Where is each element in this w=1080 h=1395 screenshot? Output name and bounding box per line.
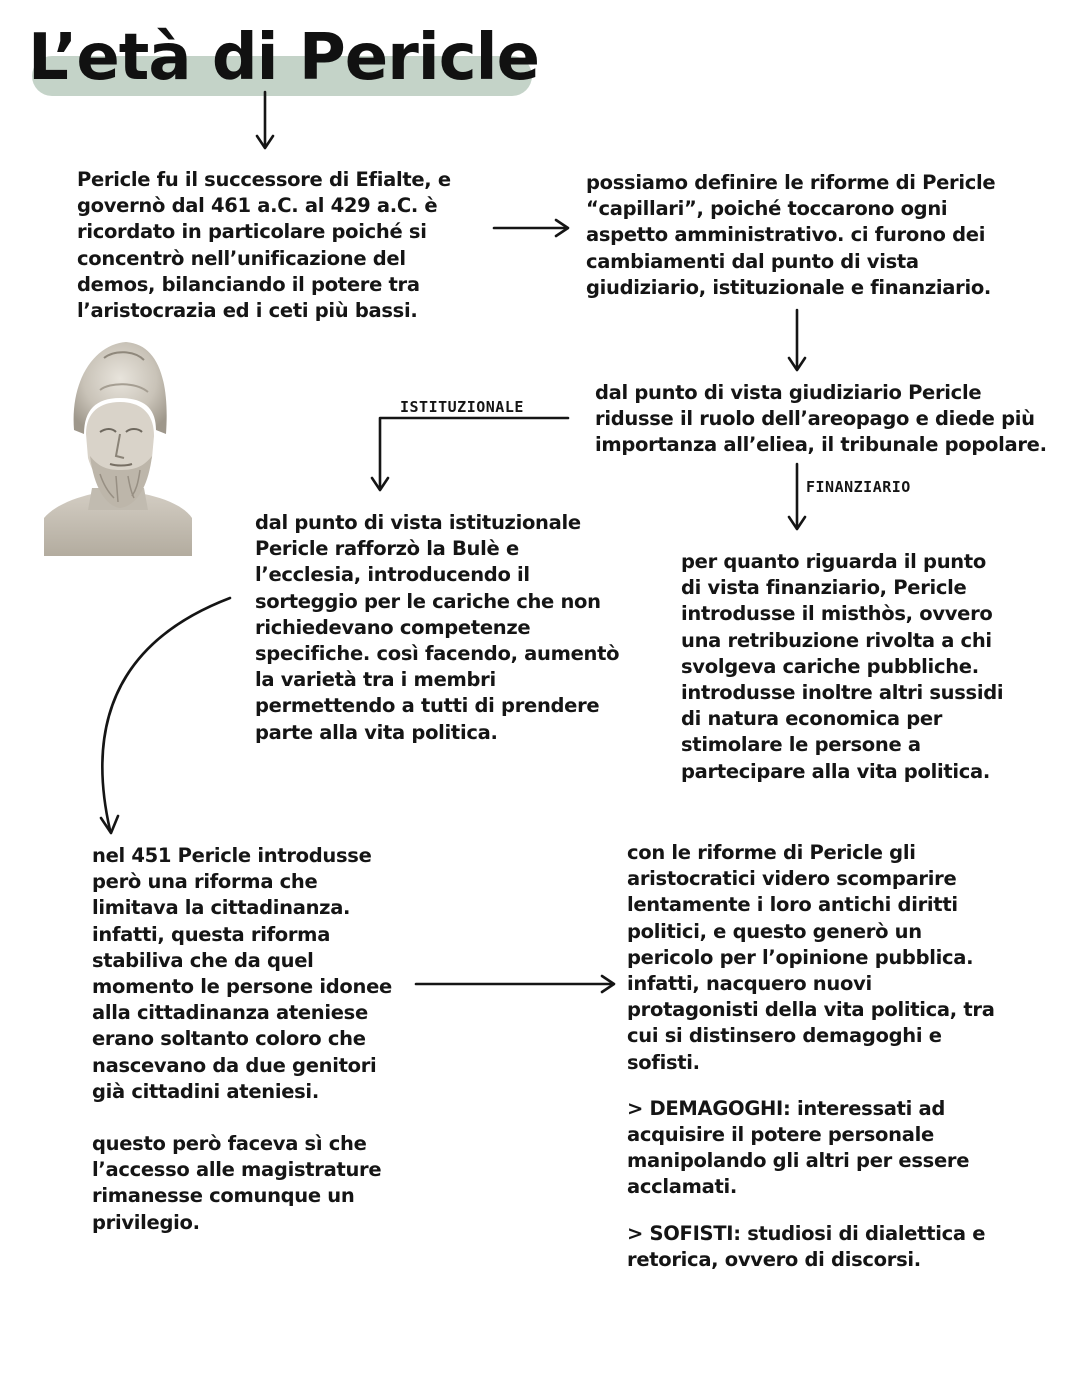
arrow-istituzionale-branch [380, 418, 568, 488]
conseguenze-paragraph-1: con le riforme di Pericle gli aristocratici videro scomparire lentamente i loro antichi diritti politici, e questo generò un pericolo per l’opinione pubblica. infatti, nacquero nuovi protagonisti della vita politica, tra cui si distinsero demagoghi e sofisti. [627, 841, 995, 1074]
cittadinanza-block [92, 843, 407, 1236]
label-finanziario: FINANZIARIO [806, 478, 911, 496]
arrow-curve-cittadinanza [102, 598, 230, 830]
cittadinanza-paragraph-1: nel 451 Pericle introdusse però una riforma che limitava la cittadinanza. infatti, questa riforma stabiliva che da quel momento le persone idonee alla cittadinanza ateniese erano soltanto coloro che nascevano da due genitori già cittadini ateniesi. [92, 844, 392, 1103]
finanziario-paragraph-2: introdusse inoltre altri sussidi di natura economica per stimolare le persone a partecipare alla vita politica. [681, 681, 1004, 783]
pericles-bust-image [44, 338, 192, 556]
giudiziario-block: dal punto di vista giudiziario Pericle ridusse il ruolo dell’areopago e diede più importanza all’eliea, il tribunale popolare. [595, 381, 1047, 457]
finanziario-paragraph-1: per quanto riguarda il punto di vista finanziario, Pericle introdusse il misthòs, ovvero una retribuzione rivolta a chi svolgeva cariche pubbliche. [681, 550, 993, 678]
istituzionale-block: dal punto di vista istituzionale Pericle rafforzò la Bulè e l’ecclesia, introducendo il sorteggio per le cariche che non richiedevano competenze specifiche. così facendo, aumentò la varietà tra i membri permettendo a tutti di prendere parte alla vita politica. [255, 511, 620, 744]
demagoghi-paragraph: > DEMAGOGHI: interessati ad acquisire il potere personale manipolando gli altri per essere acclamati. [627, 1096, 970, 1199]
sofisti-paragraph: > SOFISTI: studiosi di dialettica e retorica, ovvero di discorsi. [627, 1221, 986, 1271]
finanziario-block [681, 549, 1011, 785]
label-istituzionale: ISTITUZIONALE [400, 398, 524, 416]
intro-block: Pericle fu il successore di Efialte, e governò dal 461 a.C. al 429 a.C. è ricordato in particolare poiché si concentrò nell’unificazione del demos, bilanciando il potere tra l’aristocrazia ed i ceti più bassi. [77, 168, 451, 323]
conseguenze-block [627, 840, 1002, 1273]
page-title: L’età di Pericle [28, 21, 539, 95]
cittadinanza-paragraph-2: questo però faceva sì che l’accesso alle magistrature rimanesse comunque un privilegio. [92, 1132, 382, 1234]
riforme-block: possiamo definire le riforme di Pericle “capillari”, poiché toccarono ogni aspetto amministrativo. ci furono dei cambiamenti dal punto di vista giudiziario, istituzionale e finanziario. [586, 171, 996, 299]
